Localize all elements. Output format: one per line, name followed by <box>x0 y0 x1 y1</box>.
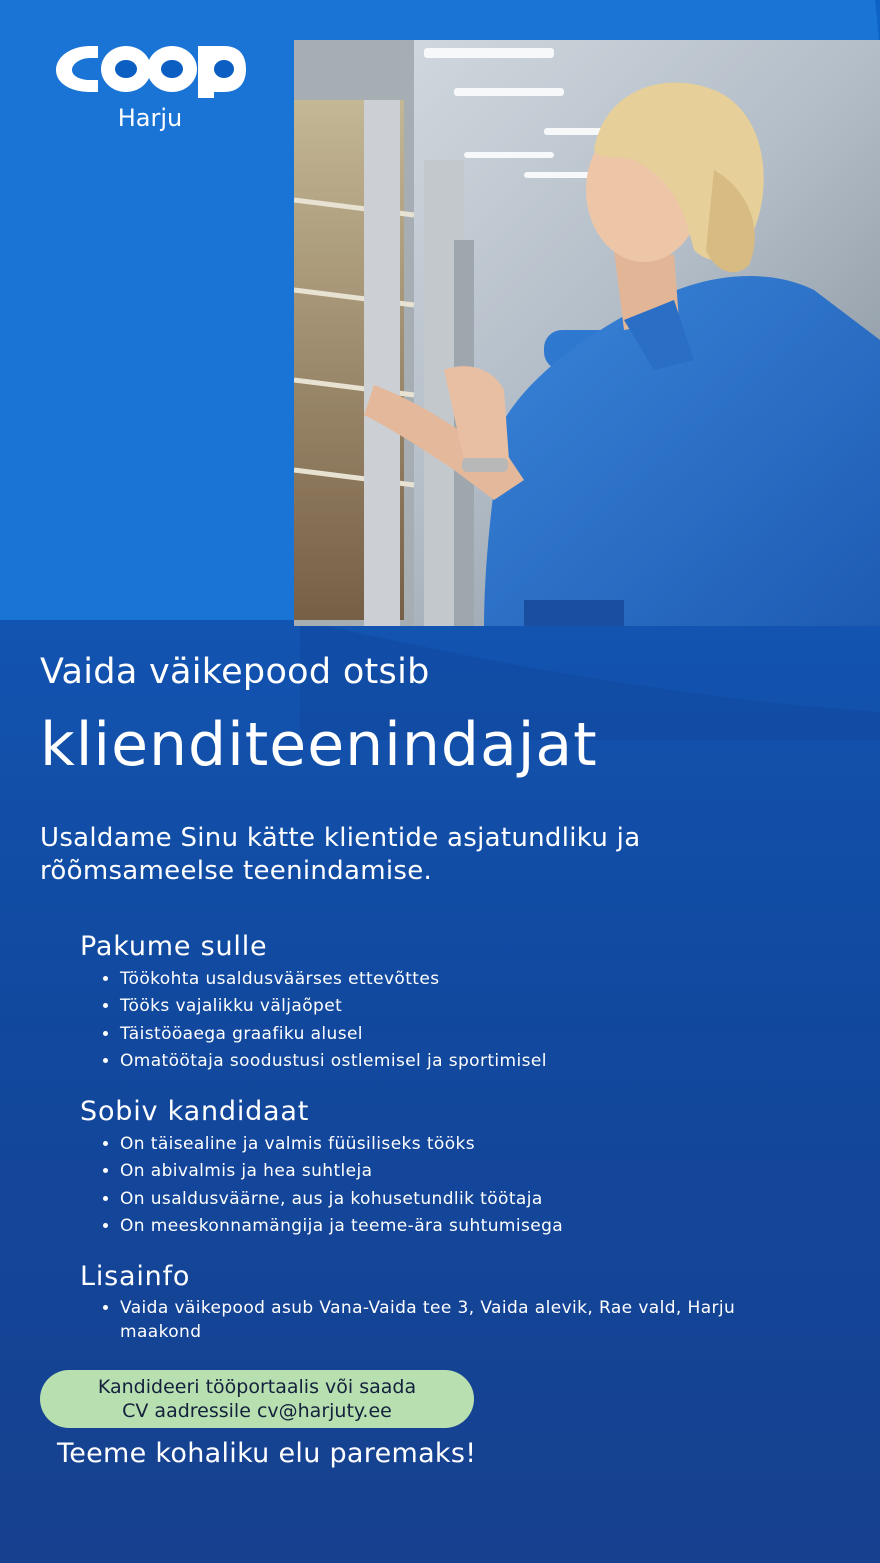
section-candidate <box>80 1095 800 1240</box>
section-heading: Lisainfo <box>80 1261 191 1292</box>
section-offer <box>80 930 800 1075</box>
list-item: • On täisealine ja valmis füüsiliseks tööks <box>120 1131 800 1158</box>
section-heading: Sobiv kandidaat <box>80 1096 310 1127</box>
section-info <box>80 1260 800 1344</box>
section-heading: Pakume sulle <box>80 931 268 962</box>
list-item: • Töökohta usaldusväärses ettevõttes <box>120 966 800 993</box>
list-item: • Tööks vajalikku väljaõpet <box>120 993 800 1020</box>
list-item: • Vaida väikepood asub Vana-Vaida tee 3, Vaida alevik, Rae vald, Harju maakond <box>120 1296 800 1344</box>
apply-button[interactable] <box>40 1370 474 1428</box>
list-item: • Omatöötaja soodustusi ostlemisel ja sportimisel <box>120 1048 800 1075</box>
apply-button-line2: CV aadressile cv@harjuty.ee <box>122 1400 392 1422</box>
coop-logo-icon <box>52 40 248 98</box>
list-item: • Täistööaega graafiku alusel <box>120 1021 800 1048</box>
job-subtitle: Vaida väikepood otsib <box>40 652 430 692</box>
intro-text: Usaldame Sinu kätte klientide asjatundliku ja rõõmsameelse teenindamise. <box>40 823 641 886</box>
job-title: klienditeenindajat <box>40 710 598 780</box>
person-at-shelf-photo-icon <box>294 40 880 626</box>
apply-button-line1: Kandideeri tööportaalis või saada <box>97 1376 417 1398</box>
coop-logo <box>52 40 248 98</box>
list-item: • On abivalmis ja hea suhtleja <box>120 1158 800 1185</box>
list-item: • On meeskonnamängija ja teeme-ära suhtumisega <box>120 1213 800 1240</box>
slogan: Teeme kohaliku elu paremaks! <box>57 1438 477 1469</box>
brand-region: Harju <box>117 104 183 132</box>
list-item: • On usaldusväärne, aus ja kohusetundlik töötaja <box>120 1186 800 1213</box>
employee-photo <box>294 40 880 626</box>
